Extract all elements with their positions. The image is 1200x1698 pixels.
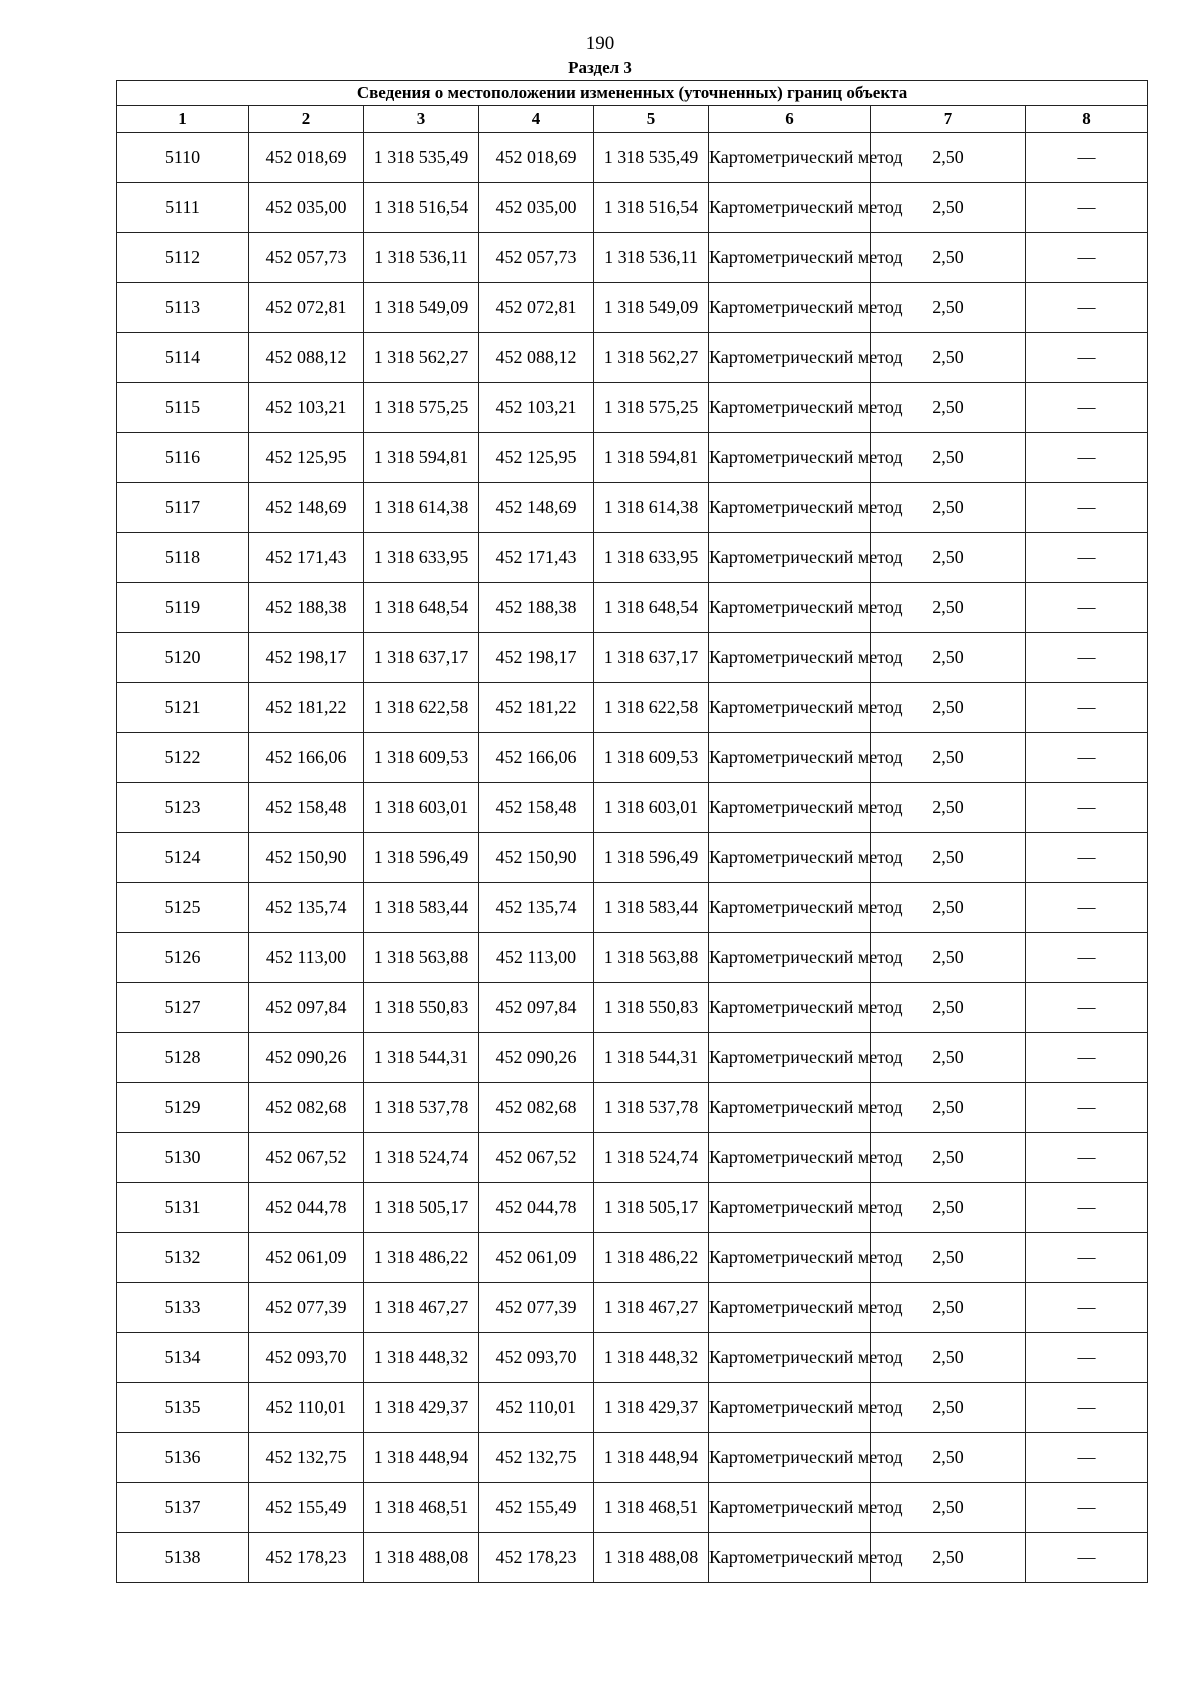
page-number: 190 bbox=[585, 33, 615, 54]
accuracy-cell: 2,50 bbox=[871, 633, 1026, 683]
description-cell: — bbox=[1026, 183, 1148, 233]
column-number: 4 bbox=[479, 106, 594, 133]
y-existing-cell: 1 318 596,49 bbox=[364, 833, 479, 883]
description-cell: — bbox=[1026, 1133, 1148, 1183]
point-number-cell: 5116 bbox=[117, 433, 249, 483]
method-cell: Картометрический метод bbox=[709, 933, 871, 983]
method-cell: Картометрический метод bbox=[709, 1033, 871, 1083]
method-cell: Картометрический метод bbox=[709, 533, 871, 583]
description-cell: — bbox=[1026, 1233, 1148, 1283]
column-number: 3 bbox=[364, 106, 479, 133]
y-new-cell: 1 318 505,17 bbox=[594, 1183, 709, 1233]
y-existing-cell: 1 318 448,94 bbox=[364, 1433, 479, 1483]
y-existing-cell: 1 318 637,17 bbox=[364, 633, 479, 683]
point-number-cell: 5135 bbox=[117, 1383, 249, 1433]
y-existing-cell: 1 318 563,88 bbox=[364, 933, 479, 983]
y-new-cell: 1 318 524,74 bbox=[594, 1133, 709, 1183]
point-number-cell: 5136 bbox=[117, 1433, 249, 1483]
table-row bbox=[117, 433, 1148, 483]
table-row bbox=[117, 683, 1148, 733]
y-new-cell: 1 318 550,83 bbox=[594, 983, 709, 1033]
column-number: 8 bbox=[1026, 106, 1148, 133]
x-new-cell: 452 088,12 bbox=[479, 333, 594, 383]
method-cell: Картометрический метод bbox=[709, 1283, 871, 1333]
x-new-cell: 452 135,74 bbox=[479, 883, 594, 933]
x-new-cell: 452 178,23 bbox=[479, 1533, 594, 1583]
description-cell: — bbox=[1026, 133, 1148, 183]
description-cell: — bbox=[1026, 1433, 1148, 1483]
method-cell: Картометрический метод bbox=[709, 783, 871, 833]
point-number-cell: 5110 bbox=[117, 133, 249, 183]
description-cell: — bbox=[1026, 1083, 1148, 1133]
method-cell: Картометрический метод bbox=[709, 633, 871, 683]
point-number-cell: 5138 bbox=[117, 1533, 249, 1583]
y-new-cell: 1 318 448,94 bbox=[594, 1433, 709, 1483]
y-existing-cell: 1 318 536,11 bbox=[364, 233, 479, 283]
accuracy-cell: 2,50 bbox=[871, 1083, 1026, 1133]
point-number-cell: 5129 bbox=[117, 1083, 249, 1133]
x-new-cell: 452 072,81 bbox=[479, 283, 594, 333]
method-cell: Картометрический метод bbox=[709, 583, 871, 633]
y-existing-cell: 1 318 535,49 bbox=[364, 133, 479, 183]
description-cell: — bbox=[1026, 1383, 1148, 1433]
table-row bbox=[117, 1483, 1148, 1533]
x-existing-cell: 452 188,38 bbox=[249, 583, 364, 633]
x-existing-cell: 452 044,78 bbox=[249, 1183, 364, 1233]
method-cell: Картометрический метод bbox=[709, 183, 871, 233]
accuracy-cell: 2,50 bbox=[871, 1333, 1026, 1383]
x-existing-cell: 452 125,95 bbox=[249, 433, 364, 483]
description-cell: — bbox=[1026, 533, 1148, 583]
point-number-cell: 5137 bbox=[117, 1483, 249, 1533]
point-number-cell: 5115 bbox=[117, 383, 249, 433]
x-existing-cell: 452 057,73 bbox=[249, 233, 364, 283]
accuracy-cell: 2,50 bbox=[871, 333, 1026, 383]
description-cell: — bbox=[1026, 1033, 1148, 1083]
table-row bbox=[117, 1183, 1148, 1233]
point-number-cell: 5120 bbox=[117, 633, 249, 683]
table-row bbox=[117, 1433, 1148, 1483]
point-number-cell: 5132 bbox=[117, 1233, 249, 1283]
column-number: 2 bbox=[249, 106, 364, 133]
method-cell: Картометрический метод bbox=[709, 483, 871, 533]
y-existing-cell: 1 318 537,78 bbox=[364, 1083, 479, 1133]
method-cell: Картометрический метод bbox=[709, 1383, 871, 1433]
x-new-cell: 452 093,70 bbox=[479, 1333, 594, 1383]
table-row bbox=[117, 1233, 1148, 1283]
y-existing-cell: 1 318 544,31 bbox=[364, 1033, 479, 1083]
x-new-cell: 452 171,43 bbox=[479, 533, 594, 583]
y-new-cell: 1 318 614,38 bbox=[594, 483, 709, 533]
point-number-cell: 5113 bbox=[117, 283, 249, 333]
table-row bbox=[117, 983, 1148, 1033]
x-new-cell: 452 035,00 bbox=[479, 183, 594, 233]
x-new-cell: 452 181,22 bbox=[479, 683, 594, 733]
x-existing-cell: 452 061,09 bbox=[249, 1233, 364, 1283]
point-number-cell: 5122 bbox=[117, 733, 249, 783]
y-new-cell: 1 318 448,32 bbox=[594, 1333, 709, 1383]
x-existing-cell: 452 035,00 bbox=[249, 183, 364, 233]
y-new-cell: 1 318 622,58 bbox=[594, 683, 709, 733]
point-number-cell: 5134 bbox=[117, 1333, 249, 1383]
x-existing-cell: 452 135,74 bbox=[249, 883, 364, 933]
method-cell: Картометрический метод bbox=[709, 433, 871, 483]
column-number: 6 bbox=[709, 106, 871, 133]
table-row bbox=[117, 733, 1148, 783]
accuracy-cell: 2,50 bbox=[871, 1033, 1026, 1083]
y-new-cell: 1 318 544,31 bbox=[594, 1033, 709, 1083]
table-row bbox=[117, 233, 1148, 283]
method-cell: Картометрический метод bbox=[709, 1083, 871, 1133]
accuracy-cell: 2,50 bbox=[871, 1383, 1026, 1433]
table-row bbox=[117, 333, 1148, 383]
x-new-cell: 452 061,09 bbox=[479, 1233, 594, 1283]
y-new-cell: 1 318 549,09 bbox=[594, 283, 709, 333]
point-number-cell: 5119 bbox=[117, 583, 249, 633]
y-existing-cell: 1 318 648,54 bbox=[364, 583, 479, 633]
y-existing-cell: 1 318 524,74 bbox=[364, 1133, 479, 1183]
x-new-cell: 452 148,69 bbox=[479, 483, 594, 533]
y-new-cell: 1 318 536,11 bbox=[594, 233, 709, 283]
method-cell: Картометрический метод bbox=[709, 833, 871, 883]
x-new-cell: 452 188,38 bbox=[479, 583, 594, 633]
y-new-cell: 1 318 594,81 bbox=[594, 433, 709, 483]
table-row bbox=[117, 1033, 1148, 1083]
method-cell: Картометрический метод bbox=[709, 333, 871, 383]
accuracy-cell: 2,50 bbox=[871, 1233, 1026, 1283]
y-new-cell: 1 318 637,17 bbox=[594, 633, 709, 683]
point-number-cell: 5133 bbox=[117, 1283, 249, 1333]
description-cell: — bbox=[1026, 233, 1148, 283]
x-new-cell: 452 155,49 bbox=[479, 1483, 594, 1533]
x-new-cell: 452 132,75 bbox=[479, 1433, 594, 1483]
accuracy-cell: 2,50 bbox=[871, 133, 1026, 183]
accuracy-cell: 2,50 bbox=[871, 783, 1026, 833]
table-row bbox=[117, 383, 1148, 433]
method-cell: Картометрический метод bbox=[709, 733, 871, 783]
y-existing-cell: 1 318 614,38 bbox=[364, 483, 479, 533]
y-new-cell: 1 318 535,49 bbox=[594, 133, 709, 183]
table-row bbox=[117, 533, 1148, 583]
description-cell: — bbox=[1026, 483, 1148, 533]
x-new-cell: 452 090,26 bbox=[479, 1033, 594, 1083]
y-new-cell: 1 318 583,44 bbox=[594, 883, 709, 933]
point-number-cell: 5121 bbox=[117, 683, 249, 733]
accuracy-cell: 2,50 bbox=[871, 1283, 1026, 1333]
y-new-cell: 1 318 468,51 bbox=[594, 1483, 709, 1533]
description-cell: — bbox=[1026, 433, 1148, 483]
x-new-cell: 452 113,00 bbox=[479, 933, 594, 983]
y-existing-cell: 1 318 633,95 bbox=[364, 533, 479, 583]
description-cell: — bbox=[1026, 1183, 1148, 1233]
description-cell: — bbox=[1026, 933, 1148, 983]
x-new-cell: 452 166,06 bbox=[479, 733, 594, 783]
accuracy-cell: 2,50 bbox=[871, 883, 1026, 933]
y-new-cell: 1 318 603,01 bbox=[594, 783, 709, 833]
accuracy-cell: 2,50 bbox=[871, 833, 1026, 883]
description-cell: — bbox=[1026, 833, 1148, 883]
x-existing-cell: 452 171,43 bbox=[249, 533, 364, 583]
accuracy-cell: 2,50 bbox=[871, 583, 1026, 633]
x-existing-cell: 452 093,70 bbox=[249, 1333, 364, 1383]
method-cell: Картометрический метод bbox=[709, 1483, 871, 1533]
y-new-cell: 1 318 596,49 bbox=[594, 833, 709, 883]
table-row bbox=[117, 833, 1148, 883]
x-new-cell: 452 044,78 bbox=[479, 1183, 594, 1233]
y-existing-cell: 1 318 575,25 bbox=[364, 383, 479, 433]
x-existing-cell: 452 067,52 bbox=[249, 1133, 364, 1183]
description-cell: — bbox=[1026, 683, 1148, 733]
method-cell: Картометрический метод bbox=[709, 1133, 871, 1183]
description-cell: — bbox=[1026, 1533, 1148, 1583]
method-cell: Картометрический метод bbox=[709, 983, 871, 1033]
method-cell: Картометрический метод bbox=[709, 683, 871, 733]
point-number-cell: 5128 bbox=[117, 1033, 249, 1083]
point-number-cell: 5131 bbox=[117, 1183, 249, 1233]
table-row bbox=[117, 583, 1148, 633]
table-row bbox=[117, 1083, 1148, 1133]
accuracy-cell: 2,50 bbox=[871, 983, 1026, 1033]
x-new-cell: 452 097,84 bbox=[479, 983, 594, 1033]
point-number-cell: 5123 bbox=[117, 783, 249, 833]
description-cell: — bbox=[1026, 733, 1148, 783]
y-existing-cell: 1 318 594,81 bbox=[364, 433, 479, 483]
accuracy-cell: 2,50 bbox=[871, 733, 1026, 783]
y-existing-cell: 1 318 609,53 bbox=[364, 733, 479, 783]
x-existing-cell: 452 077,39 bbox=[249, 1283, 364, 1333]
method-cell: Картометрический метод bbox=[709, 1183, 871, 1233]
point-number-cell: 5126 bbox=[117, 933, 249, 983]
x-new-cell: 452 018,69 bbox=[479, 133, 594, 183]
accuracy-cell: 2,50 bbox=[871, 1433, 1026, 1483]
point-number-cell: 5127 bbox=[117, 983, 249, 1033]
table-row bbox=[117, 133, 1148, 183]
table-row bbox=[117, 883, 1148, 933]
y-new-cell: 1 318 562,27 bbox=[594, 333, 709, 383]
y-existing-cell: 1 318 603,01 bbox=[364, 783, 479, 833]
description-cell: — bbox=[1026, 1483, 1148, 1533]
accuracy-cell: 2,50 bbox=[871, 233, 1026, 283]
x-new-cell: 452 082,68 bbox=[479, 1083, 594, 1133]
x-existing-cell: 452 166,06 bbox=[249, 733, 364, 783]
x-new-cell: 452 067,52 bbox=[479, 1133, 594, 1183]
point-number-cell: 5112 bbox=[117, 233, 249, 283]
table-row bbox=[117, 1333, 1148, 1383]
method-cell: Картометрический метод bbox=[709, 233, 871, 283]
y-existing-cell: 1 318 583,44 bbox=[364, 883, 479, 933]
table-row bbox=[117, 1133, 1148, 1183]
x-existing-cell: 452 103,21 bbox=[249, 383, 364, 433]
description-cell: — bbox=[1026, 633, 1148, 683]
x-new-cell: 452 150,90 bbox=[479, 833, 594, 883]
method-cell: Картометрический метод bbox=[709, 133, 871, 183]
y-new-cell: 1 318 429,37 bbox=[594, 1383, 709, 1433]
y-existing-cell: 1 318 488,08 bbox=[364, 1533, 479, 1583]
table-caption: Сведения о местоположении измененных (уточненных) границ объекта bbox=[117, 81, 1148, 106]
section-title: Раздел 3 bbox=[568, 58, 632, 77]
y-new-cell: 1 318 648,54 bbox=[594, 583, 709, 633]
table-row bbox=[117, 633, 1148, 683]
x-existing-cell: 452 148,69 bbox=[249, 483, 364, 533]
x-existing-cell: 452 082,68 bbox=[249, 1083, 364, 1133]
x-existing-cell: 452 113,00 bbox=[249, 933, 364, 983]
point-number-cell: 5111 bbox=[117, 183, 249, 233]
y-existing-cell: 1 318 505,17 bbox=[364, 1183, 479, 1233]
method-cell: Картометрический метод bbox=[709, 1333, 871, 1383]
y-new-cell: 1 318 486,22 bbox=[594, 1233, 709, 1283]
point-number-cell: 5125 bbox=[117, 883, 249, 933]
description-cell: — bbox=[1026, 883, 1148, 933]
x-new-cell: 452 158,48 bbox=[479, 783, 594, 833]
accuracy-cell: 2,50 bbox=[871, 533, 1026, 583]
point-number-cell: 5130 bbox=[117, 1133, 249, 1183]
table-row bbox=[117, 283, 1148, 333]
table-body bbox=[117, 133, 1148, 1583]
x-existing-cell: 452 110,01 bbox=[249, 1383, 364, 1433]
x-existing-cell: 452 158,48 bbox=[249, 783, 364, 833]
method-cell: Картометрический метод bbox=[709, 883, 871, 933]
description-cell: — bbox=[1026, 1283, 1148, 1333]
y-existing-cell: 1 318 550,83 bbox=[364, 983, 479, 1033]
table-row bbox=[117, 183, 1148, 233]
method-cell: Картометрический метод bbox=[709, 283, 871, 333]
accuracy-cell: 2,50 bbox=[871, 1483, 1026, 1533]
y-new-cell: 1 318 488,08 bbox=[594, 1533, 709, 1583]
x-existing-cell: 452 178,23 bbox=[249, 1533, 364, 1583]
x-existing-cell: 452 072,81 bbox=[249, 283, 364, 333]
x-existing-cell: 452 132,75 bbox=[249, 1433, 364, 1483]
y-existing-cell: 1 318 467,27 bbox=[364, 1283, 479, 1333]
method-cell: Картометрический метод bbox=[709, 1433, 871, 1483]
x-existing-cell: 452 097,84 bbox=[249, 983, 364, 1033]
description-cell: — bbox=[1026, 783, 1148, 833]
table-row bbox=[117, 1533, 1148, 1583]
accuracy-cell: 2,50 bbox=[871, 1183, 1026, 1233]
y-existing-cell: 1 318 468,51 bbox=[364, 1483, 479, 1533]
description-cell: — bbox=[1026, 983, 1148, 1033]
accuracy-cell: 2,50 bbox=[871, 1133, 1026, 1183]
y-existing-cell: 1 318 549,09 bbox=[364, 283, 479, 333]
method-cell: Картометрический метод bbox=[709, 383, 871, 433]
x-new-cell: 452 198,17 bbox=[479, 633, 594, 683]
point-number-cell: 5118 bbox=[117, 533, 249, 583]
point-number-cell: 5114 bbox=[117, 333, 249, 383]
description-cell: — bbox=[1026, 333, 1148, 383]
accuracy-cell: 2,50 bbox=[871, 283, 1026, 333]
table-row bbox=[117, 1283, 1148, 1333]
x-new-cell: 452 110,01 bbox=[479, 1383, 594, 1433]
table-row bbox=[117, 1383, 1148, 1433]
y-new-cell: 1 318 633,95 bbox=[594, 533, 709, 583]
y-existing-cell: 1 318 622,58 bbox=[364, 683, 479, 733]
y-new-cell: 1 318 467,27 bbox=[594, 1283, 709, 1333]
y-new-cell: 1 318 563,88 bbox=[594, 933, 709, 983]
table-caption-row bbox=[117, 81, 1148, 106]
table-row bbox=[117, 483, 1148, 533]
y-new-cell: 1 318 537,78 bbox=[594, 1083, 709, 1133]
point-number-cell: 5124 bbox=[117, 833, 249, 883]
description-cell: — bbox=[1026, 1333, 1148, 1383]
coordinates-table bbox=[116, 80, 1148, 1583]
y-existing-cell: 1 318 562,27 bbox=[364, 333, 479, 383]
x-existing-cell: 452 150,90 bbox=[249, 833, 364, 883]
column-number-row bbox=[117, 106, 1148, 133]
x-existing-cell: 452 155,49 bbox=[249, 1483, 364, 1533]
accuracy-cell: 2,50 bbox=[871, 433, 1026, 483]
accuracy-cell: 2,50 bbox=[871, 683, 1026, 733]
x-existing-cell: 452 181,22 bbox=[249, 683, 364, 733]
x-new-cell: 452 125,95 bbox=[479, 433, 594, 483]
accuracy-cell: 2,50 bbox=[871, 183, 1026, 233]
y-existing-cell: 1 318 516,54 bbox=[364, 183, 479, 233]
y-existing-cell: 1 318 429,37 bbox=[364, 1383, 479, 1433]
x-existing-cell: 452 090,26 bbox=[249, 1033, 364, 1083]
x-existing-cell: 452 198,17 bbox=[249, 633, 364, 683]
y-new-cell: 1 318 516,54 bbox=[594, 183, 709, 233]
accuracy-cell: 2,50 bbox=[871, 1533, 1026, 1583]
x-existing-cell: 452 018,69 bbox=[249, 133, 364, 183]
point-number-cell: 5117 bbox=[117, 483, 249, 533]
y-new-cell: 1 318 575,25 bbox=[594, 383, 709, 433]
column-number: 1 bbox=[117, 106, 249, 133]
column-number: 5 bbox=[594, 106, 709, 133]
table-row bbox=[117, 783, 1148, 833]
accuracy-cell: 2,50 bbox=[871, 483, 1026, 533]
method-cell: Картометрический метод bbox=[709, 1533, 871, 1583]
table-row bbox=[117, 933, 1148, 983]
x-new-cell: 452 077,39 bbox=[479, 1283, 594, 1333]
x-existing-cell: 452 088,12 bbox=[249, 333, 364, 383]
accuracy-cell: 2,50 bbox=[871, 383, 1026, 433]
y-new-cell: 1 318 609,53 bbox=[594, 733, 709, 783]
description-cell: — bbox=[1026, 583, 1148, 633]
y-existing-cell: 1 318 448,32 bbox=[364, 1333, 479, 1383]
accuracy-cell: 2,50 bbox=[871, 933, 1026, 983]
y-existing-cell: 1 318 486,22 bbox=[364, 1233, 479, 1283]
x-new-cell: 452 057,73 bbox=[479, 233, 594, 283]
column-number: 7 bbox=[871, 106, 1026, 133]
x-new-cell: 452 103,21 bbox=[479, 383, 594, 433]
method-cell: Картометрический метод bbox=[709, 1233, 871, 1283]
description-cell: — bbox=[1026, 283, 1148, 333]
description-cell: — bbox=[1026, 383, 1148, 433]
